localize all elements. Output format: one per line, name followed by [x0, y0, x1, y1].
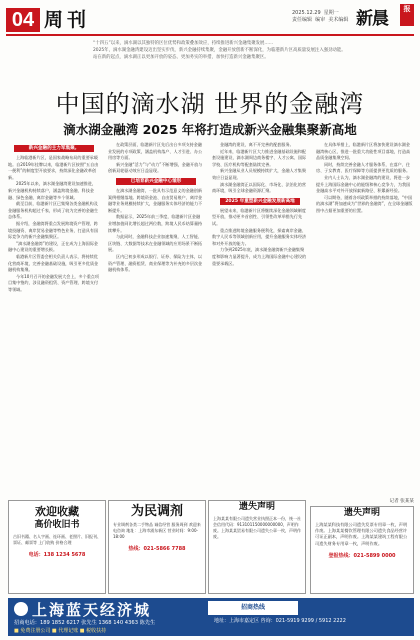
paragraph: 近年来，临港新片区大力推进金融基础设施和配套设施建设，滴水湖周边商务楼宇、人才公寓、国际学校、医疗机构等配套陆续完善。: [212, 148, 307, 167]
headline: 中国的滴水湖 世界的金融湾: [55, 90, 365, 118]
paragraph: 展望未来，临港新片区将继续深化金融领域制度型开放，推动更多首创性、引领性改革举措先行先试。: [212, 207, 306, 226]
ad-phone: 登报热线：021-5899 0000: [328, 552, 396, 559]
paragraph: 在政策层面，临港新片区先后出台多项支持金融业发展的专项政策，涵盖机构落户、人才引进、办公用房等方面。: [108, 142, 203, 161]
ad-title: 遗失声明: [238, 502, 275, 512]
paragraph: 同时，持续完善金融人才服务体系，在落户、住房、子女教育、医疗保障等方面提供更优质的服务。: [316, 161, 411, 174]
banner-title: 上海蓝天经济城: [32, 601, 152, 619]
intro-text: [84, 40, 414, 80]
ad-phone: 电话：138 1234 5678: [28, 552, 86, 558]
ad-subtitle: 高价收旧书: [34, 520, 80, 530]
paragraph: 滴水湖金融湾正以国际化、市场化、法治化的营商环境，吸引全球金融资源汇聚。: [212, 181, 306, 194]
masthead-tag: 报: [400, 4, 414, 26]
paragraph: 与此同时，金融科技企业加速集聚，人工智能、区块链、大数据等技术在金融领域的应用场景不断拓展。: [108, 234, 203, 253]
ad-phone: 热线：021-5866 7788: [128, 546, 186, 552]
intro-paragraph: 2025年，滴水湖金融湾建设迈出坚实步伐，新兴金融持续集聚，金融开放创新不断深化，为临港新片区高质量发展注入强劲动能。: [93, 48, 346, 53]
paragraph: 金融湾的建设，离不开完善的配套服务。: [220, 142, 294, 147]
ad-banner-economic-park: [8, 598, 414, 636]
subheadline: 滴水湖金融湾 2025 年将打造成新兴金融集聚新高地: [63, 122, 357, 137]
paragraph: 力争到2025年底，滴水湖金融湾新兴金融集聚度和影响力显著提升，成为上海国际金融中心建设的重要承载区。: [212, 247, 307, 266]
paragraph: 可以期待，随着各项政策举措的持续落地，“中国的滴水湖”将加速成为“世界的金融湾”，在全球金融版图中占据更加重要的位置。: [316, 194, 413, 213]
paragraph: 重点推进跨境金融服务便利化，探索离岸金融、数字人民币等领域创新应用，提升金融服务实体经济和对外开放的能力。: [212, 227, 307, 246]
banner-tag: 招商热线: [208, 601, 298, 615]
ad-title: 欢迎收藏: [35, 505, 79, 518]
masthead-logo: [356, 4, 414, 32]
page-number: 04: [6, 8, 40, 32]
paragraph: 今年10月召开的金融发展大会上，多个重点项目集中签约，涉及融资租赁、资产管理、跨境支付等领域。: [8, 273, 99, 292]
section-tag: 新兴金融的主力军集聚。: [14, 145, 94, 152]
paragraph: 2025年以来，滴水湖金融湾建设加速推进，新兴金融机构持续落户，涵盖跨境金融、科技金融、绿色金融、离岸金融等多个领域。: [8, 181, 97, 200]
paragraph: 业内人士认为，滴水湖金融湾的建设，将进一步提升上海国际金融中心的能级和核心竞争力，为我国金融高水平对外开放探索新路径、积累新经验。: [316, 174, 411, 194]
classified-ad-books: [8, 500, 106, 594]
paragraph: 上海临港新片区，是国家战略布局的重要承载地。自2019年挂牌以来，临港新片区按照“五自由一便利”的制度型开放要求，持续深化金融改革创新。: [8, 155, 99, 180]
page-header: [0, 0, 420, 40]
header-rule: [6, 34, 414, 36]
paragraph: 据介绍，金融湾将重点发展跨境资产管理、跨境投融资、离岸贸易金融等特色业务，打造具有国际竞争力的新兴金融集聚区。: [8, 220, 99, 240]
ad-body: 上海某某有限公司遗失营业执照正本一份，统一社会信用代码：913101150000000000，声明作废。上海某某贸易有限公司遗失公章一枚，声明作废。: [213, 516, 301, 539]
banner-services: ■ 免费注册公司 ■ 代理记账 ■ 税收扶持: [14, 628, 107, 634]
intro-paragraph: 站在新的起点，滴水湖正以更加开放的姿态、更加务实的举措，加快打造新兴金融集聚区。: [93, 55, 269, 60]
classified-ad-notice: [208, 500, 306, 594]
classified-ad-notice-2: [310, 506, 414, 594]
paragraph: “滴水湖金融湾”的建设，正在成为上海国际金融中心建设的重要增长极。: [8, 240, 99, 253]
section-tag: 2025 年重塑新兴金融发展新高地: [220, 198, 300, 205]
issue-date: 2025.12.29 星期一 责任编辑 编审 美术编辑: [292, 10, 349, 23]
ad-title: 遗失声明: [343, 508, 380, 518]
ad-body: 专业调剂各类二手物品 诚信经营 服务周到 欢迎来电咨询 地址：上海市浦东新区 营业时间：9:00-18:00: [113, 522, 201, 539]
paragraph: 在具体举措上，临港新片区将加快建设滴水湖金融湾核心区，推进一批重大功能性项目落地，打造高品质金融集聚空间。: [316, 142, 411, 161]
section-tag: 已培育新兴金融中心雏形: [116, 178, 196, 185]
ad-title: 为民调剂: [130, 504, 183, 519]
paragraph: 截至目前，临港新片区已集聚各类金融机构及金融服务机构超过千家，形成了较为完善的金融生态体系。: [8, 201, 99, 220]
park-logo-icon: [14, 602, 28, 616]
masthead-name: 新晨: [356, 9, 388, 29]
classified-ad-service: [108, 500, 206, 594]
paragraph: 新兴金融从业人员规模持续扩大，金融人才集聚效应日益显现。: [212, 168, 306, 180]
paragraph: 数据显示，2025年前三季度，临港新片区金融业增加值同比增长超过两位数，跨境人民币结算量持续攀升。: [108, 214, 203, 233]
intro-paragraph: “十四五”以来，滴水湖以其独特的区位优势和政策叠加效应，持续推进新兴金融集聚发展……: [93, 41, 274, 46]
paragraph: 区内已初步形成以银行、证券、保险为主体，以资产管理、融资租赁、商业保理等为补充的多层次金融机构体系。: [108, 253, 203, 273]
ad-body: 上海某某科技有限公司遗失发票专用章一枚，声明作废。上海某某餐饮管理有限公司遗失食品经营许可证正副本，声明作废。上海某某建筑工程有限公司遗失财务专用章一枚，声明作废。: [315, 522, 408, 546]
paragraph: 新兴金融“活力”与“动力”不断增强，金融开放与创新双轮驱动效应日益显现。: [108, 161, 203, 174]
banner-contact: 招商电话：189 1852 6217 张先生 1368 140 4363 陈先生: [14, 620, 156, 626]
paragraph: 临港新片区管委会相关负责人表示，将持续优化营商环境，完善金融基础设施，吸引更多优质金融机构集聚。: [8, 253, 99, 273]
banner-address: 地址：上海市嘉定区 咨询：021-5919 9299 / 5912 2222: [214, 618, 346, 624]
ad-body: 古旧书籍、名人字画、连环画、老照片、旧报刊、票证、邮票等 上门收购 价格合理: [13, 534, 101, 545]
paragraph: 在滴水湖金融湾，一批具有示范意义的金融创新案例相继落地。跨境资金池、自由贸易账户、离岸金融等业务规模持续扩大，金融服务实体经济的能力不断提升。: [108, 187, 203, 213]
section-title: 周刊: [44, 9, 91, 31]
byline: 记者 张某某: [389, 499, 414, 504]
